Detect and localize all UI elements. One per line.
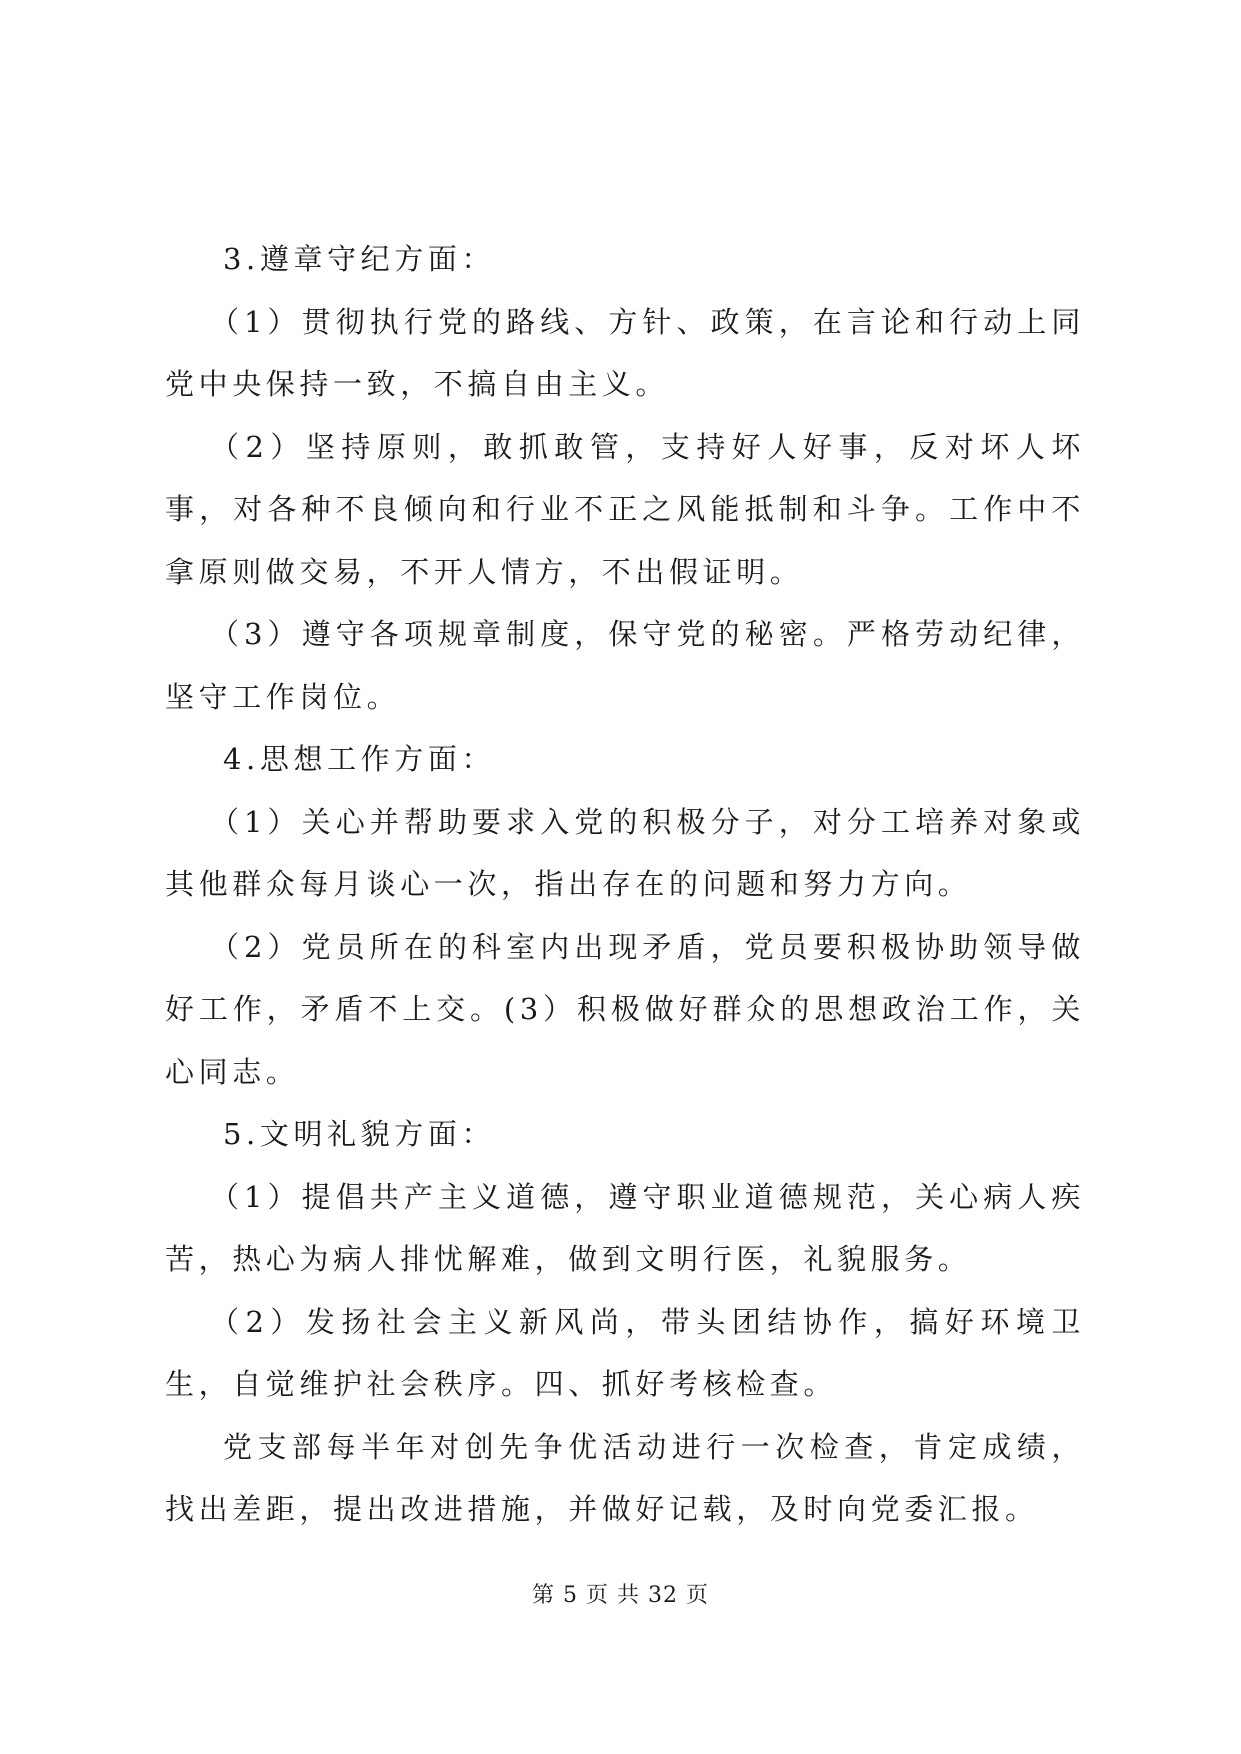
- list-item: （1）贯彻执行党的路线、方针、政策，在言论和行动上同党中央保持一致，不搞自由主义。: [165, 304, 1085, 401]
- list-item: （1）提倡共产主义道德，遵守职业道德规范，关心病人疾苦，热心为病人排忧解难，做到文明行医，礼貌服务。: [165, 1179, 1085, 1276]
- section-heading-discipline: 3.遵章守纪方面：: [223, 242, 496, 276]
- page-number-footer: 第 5 页 共 32 页: [532, 1583, 709, 1608]
- body-paragraph: 党支部每半年对创先争优活动进行一次检查，肯定成绩，找出差距，提出改进措施，并做好记载，及时向党委汇报。: [165, 1429, 1085, 1526]
- list-item: （3）遵守各项规章制度，保守党的秘密。严格劳动纪律，坚守工作岗位。: [165, 617, 1085, 714]
- list-item: （2）党员所在的科室内出现矛盾，党员要积极协助领导做好工作，矛盾不上交。(3）积极做好群众的思想政治工作，关心同志。: [165, 929, 1085, 1089]
- section-heading-ideology: 4.思想工作方面：: [223, 742, 496, 776]
- list-item: （2）发扬社会主义新风尚，带头团结协作，搞好环境卫生，自觉维护社会秩序。四、抓好考核检查。: [165, 1304, 1085, 1401]
- section-heading-civility: 5.文明礼貌方面：: [223, 1117, 496, 1151]
- list-item: （1）关心并帮助要求入党的积极分子，对分工培养对象或其他群众每月谈心一次，指出存在的问题和努力方向。: [165, 804, 1085, 901]
- document-body: [165, 228, 1085, 1541]
- list-item: （2）坚持原则，敢抓敢管，支持好人好事，反对坏人坏事，对各种不良倾向和行业不正之风能抵制和斗争。工作中不拿原则做交易，不开人情方，不出假证明。: [165, 429, 1085, 589]
